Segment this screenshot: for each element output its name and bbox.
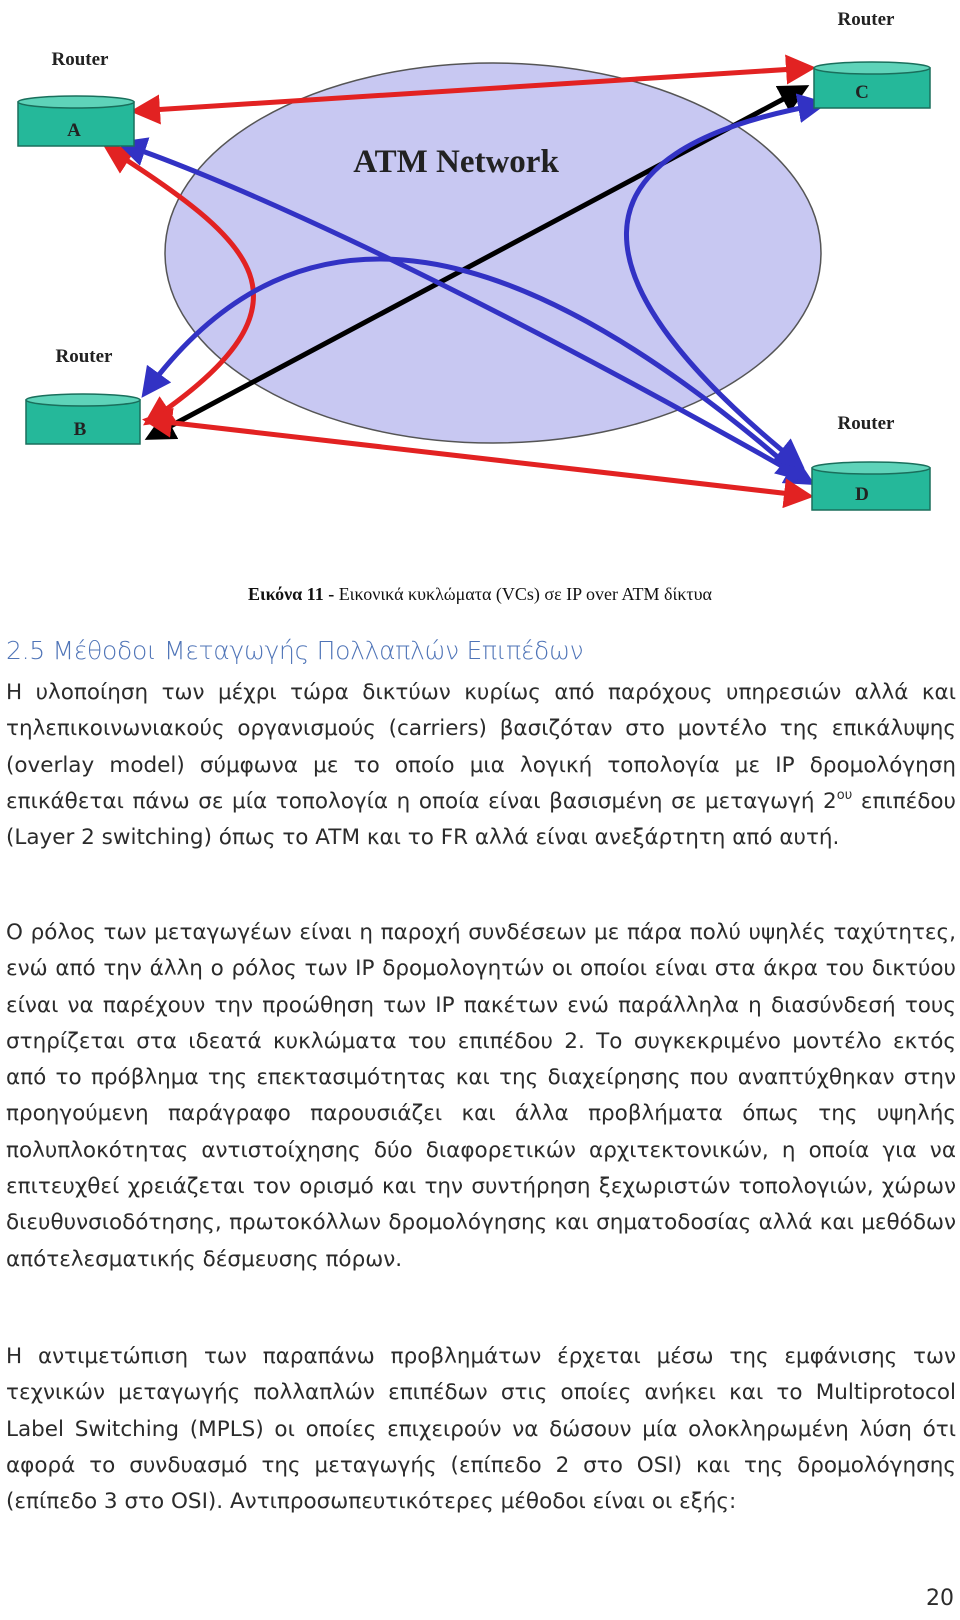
section-heading: 2.5 Μέθοδοι Μεταγωγής Πολλαπλών Επιπέδων [6, 636, 584, 665]
caption-number: Εικόνα 11 - [248, 584, 335, 604]
svg-text:C: C [855, 82, 869, 103]
router-c-label: Router [837, 9, 895, 30]
router-b-label: Router [55, 346, 113, 367]
paragraph-overlay-model [6, 675, 956, 856]
paragraph-1-text-b: επιπέδου (Layer 2 switching) όπως το ATM και το FR αλλά είναι ανεξάρτητη από αυτή. [6, 788, 956, 851]
figure-caption [0, 584, 960, 605]
svg-text:D: D [855, 484, 869, 505]
ordinal-superscript: ου [836, 787, 853, 803]
paragraph-switch-roles: Ο ρόλος των μεταγωγέων είναι η παροχή συνδέσεων με πάρα πολύ υψηλές ταχύτητες, ενώ από την άλλη ο ρόλος των IP δρομολογητών οι οποίοι είναι στα άκρα του δικτύου είναι να παρέχουν την προώθηση των IP πακέτων ενώ παράλληλα η διασύνδεσή τους στηρίζεται στα ιδεατά κυκλώματα του επιπέδου 2. Το συγκεκριμένο μοντέλο εκτός από το πρόβλημα της επεκτασιμότητας και της διαχείρησης που αναπτύχθηκαν στην προηγούμενη παράγραφο παρουσιάζει και άλλα προβλήματα όπως της υψηλής πολυπλοκότητας αντιστοίχησης δύο διαφορετικών αρχιτεκτονικών, η οποία για να επιτευχθεί χρειάζεται τον ορισμό και την συντήρηση ξεχωριστών τοπολογιών, χώρων διευθυνσιοδότησης, πρωτοκόλλων δρομολόγησης και σηματοδοσίας αλλά και μεθόδων απότελεσματικής δέσμευσης πόρων. [6, 920, 956, 1272]
router-b [26, 394, 140, 444]
paragraph-1-text-a: Η υλοποίηση των μέχρι τώρα δικτύων κυρίως από παρόχους υπηρεσιών αλλά και τηλεπικοινωνιακούς οργανισμούς (carriers) βασιζόταν στο μοντέλο της επικάλυψης (overlay model) σύμφωνα με το οποίο μια λογική τοπολογία με IP δρομολόγηση επικάθεται πάνω σε μία τοπολογία η οποία είναι βασισμένη σε μεταγωγή 2 [6, 680, 956, 814]
paragraph-multilayer-switching: Η αντιμετώπιση των παραπάνω προβλημάτων έρχεται μέσω της εμφάνισης των τεχνικών μεταγωγής πολλαπλών επιπέδων στις οποίες ανήκει και το Multiprotocol Label Switching (MPLS) οι οποίες επιχειρούν να δώσουν μία ολοκληρωμένη λύση ότι αφορά το συνδυασμό της μεταγωγής (επίπεδο 2 στο OSI) και της δρομολόγησης (επίπεδο 3 στο OSI). Αντιπροσωπευτικότερες μέθοδοι είναι οι εξής: [6, 1344, 956, 1515]
page-number: 20 [926, 1586, 954, 1611]
atm-network-label: ATM Network [353, 144, 559, 180]
atm-network-figure [0, 0, 960, 540]
router-a-label: Router [51, 49, 109, 70]
svg-text:B: B [73, 419, 87, 440]
router-c [814, 62, 930, 108]
svg-text:A: A [67, 120, 81, 141]
router-d [812, 462, 930, 510]
caption-text: Εικονικά κυκλώματα (VCs) σε IP over ATM δίκτυα [334, 584, 712, 604]
router-d-label: Router [837, 413, 895, 434]
router-a [18, 96, 134, 146]
